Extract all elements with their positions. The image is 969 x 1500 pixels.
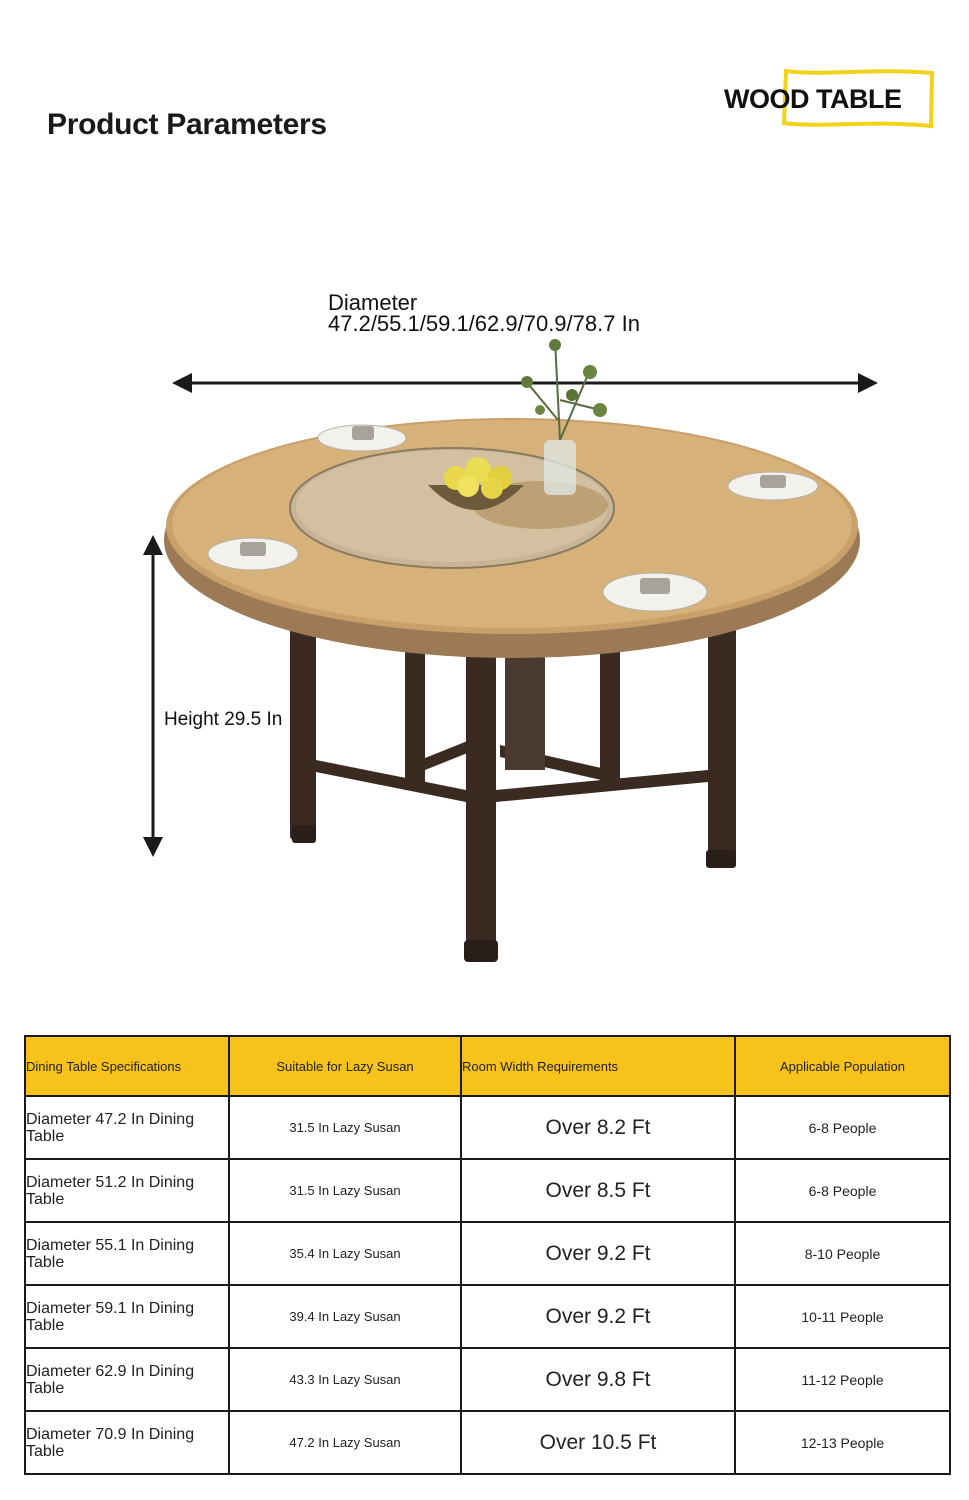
page-title: Product Parameters	[47, 108, 327, 141]
cell-lazy-susan: 35.4 In Lazy Susan	[229, 1222, 461, 1285]
cell-lazy-susan: 31.5 In Lazy Susan	[229, 1096, 461, 1159]
table-row	[25, 1411, 950, 1474]
header-lazy-susan: Suitable for Lazy Susan	[229, 1036, 461, 1096]
cell-room-width: Over 10.5 Ft	[461, 1411, 735, 1474]
table-row	[25, 1285, 950, 1348]
table-header-row	[25, 1036, 950, 1096]
cell-spec: Diameter 59.1 In Dining Table	[25, 1285, 229, 1348]
table-row	[25, 1222, 950, 1285]
cell-room-width: Over 9.8 Ft	[461, 1348, 735, 1411]
cell-lazy-susan: 31.5 In Lazy Susan	[229, 1159, 461, 1222]
header-specifications: Dining Table Specifications	[25, 1036, 229, 1096]
height-label: Height 29.5 In	[164, 709, 283, 730]
cell-room-width: Over 9.2 Ft	[461, 1285, 735, 1348]
diameter-label-title: Diameter	[328, 290, 418, 315]
cell-population: 11-12 People	[735, 1348, 950, 1411]
cell-population: 10-11 People	[735, 1285, 950, 1348]
cell-population: 12-13 People	[735, 1411, 950, 1474]
table-row	[25, 1159, 950, 1222]
cell-population: 6-8 People	[735, 1096, 950, 1159]
cell-room-width: Over 8.5 Ft	[461, 1159, 735, 1222]
header-room-width: Room Width Requirements	[461, 1036, 735, 1096]
cell-population: 8-10 People	[735, 1222, 950, 1285]
cell-lazy-susan: 43.3 In Lazy Susan	[229, 1348, 461, 1411]
cell-spec: Diameter 47.2 In Dining Table	[25, 1096, 229, 1159]
cell-spec: Diameter 51.2 In Dining Table	[25, 1159, 229, 1222]
header-population: Applicable Population	[735, 1036, 950, 1096]
cell-population: 6-8 People	[735, 1159, 950, 1222]
cell-room-width: Over 9.2 Ft	[461, 1222, 735, 1285]
cell-lazy-susan: 39.4 In Lazy Susan	[229, 1285, 461, 1348]
table-legs-icon	[290, 620, 736, 962]
table-row	[25, 1096, 950, 1159]
cell-spec: Diameter 70.9 In Dining Table	[25, 1411, 229, 1474]
brand-name: WOOD TABLE	[724, 84, 902, 114]
table-row	[25, 1348, 950, 1411]
height-arrow-icon	[143, 535, 163, 857]
cell-room-width: Over 8.2 Ft	[461, 1096, 735, 1159]
cell-spec: Diameter 62.9 In Dining Table	[25, 1348, 229, 1411]
spec-table	[24, 1035, 951, 1475]
cell-spec: Diameter 55.1 In Dining Table	[25, 1222, 229, 1285]
diameter-label-values: 47.2/55.1/59.1/62.9/70.9/78.7 In	[328, 311, 640, 336]
cell-lazy-susan: 47.2 In Lazy Susan	[229, 1411, 461, 1474]
